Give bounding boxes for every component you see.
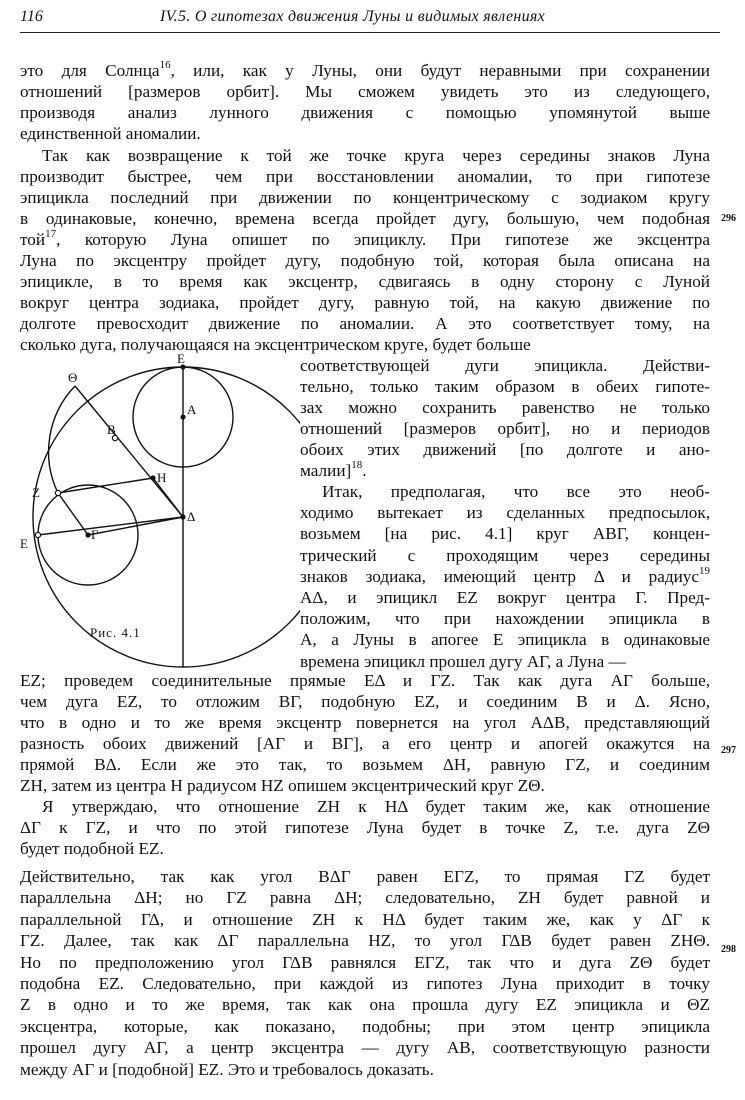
text-line: возьмем [на рис. 4.1] круг ΑΒΓ, концен- (300, 524, 710, 544)
text-line: прямой ΒΔ. Если же это так, то возьмем ΔΗ, равную ΓΖ, и соединим (20, 755, 710, 774)
text-line: Α, а Луны в апогее Ε эпицикла в одинаковые (300, 630, 710, 650)
text-line: обоих этих движений [по долготе и ано- (300, 440, 710, 459)
text-line: ходимо вытекает из сделанных предпосылок, (300, 503, 710, 523)
label-theta: Θ (68, 370, 78, 385)
text-line: малии]$^{18}$. (300, 459, 367, 480)
text-line: сколько дуга, получающаяся на эксцентрическом круге, будет больше (20, 335, 531, 354)
text-line: тельно, только таким образом в обеих гипоте- (300, 377, 710, 396)
text-line: Ζ в одно и то же время, так как она прошла дугу ΕΖ эпицикла и ΘΖ (20, 995, 710, 1015)
text-line: той$^{17}$, которую Луна опишет по эпициклу. При гипотезе же эксцентра (20, 228, 710, 249)
text-line: ΓΖ. Далее, так как ΔΓ параллельна ΗΖ, то угол ΓΔΒ будет равен ΖΗΘ. (20, 931, 710, 951)
text-line: эксцентра, которые, как показано, подобны; при этом центр эпицикла (20, 1016, 710, 1036)
margin-ref-298: 298 (721, 944, 736, 955)
label-e-top: Ε (177, 351, 185, 366)
label-gamma: Γ (91, 527, 99, 542)
text-line: разность обоих движений [ΑΓ и ΒΓ], а его центр и апогей окажутся на (20, 734, 710, 753)
text-line: знаков зодиака, имеющий центр Δ и радиус$^{19}$ (300, 565, 710, 586)
label-delta: Δ (187, 509, 196, 524)
text-line: в одинаковые, конечно, времена всегда пройдет дугу, большую, чем подобная (20, 209, 710, 228)
margin-ref-296: 296 (721, 213, 736, 224)
figure-caption: Рис. 4.1 (90, 625, 141, 640)
text-line: Действительно, так как угол ΒΔΓ равен ΕΓΖ, то прямая ΓΖ будет (20, 867, 710, 886)
page-number: 116 (20, 8, 43, 25)
text-line: отношений [размеров орбит], но и периодов (300, 419, 710, 438)
label-h: Η (157, 470, 167, 485)
line-delta-theta (75, 386, 183, 517)
line-e-delta-left (38, 517, 183, 535)
text-line: что в одно и то же время эксцентр повернется на угол ΑΔΒ, представляющий (20, 713, 710, 732)
text-line: параллельной ΓΔ, и отношение ΖΗ к ΗΔ будет таким же, как у ΔΓ к (20, 909, 710, 929)
line-gamma-z (58, 493, 88, 535)
text-line: вокруг центра зодиака, пройдет дугу, равную той, на какую движение по (20, 293, 710, 312)
text-line: параллельна ΔΗ; но ΓΖ равна ΔΗ; следовательно, ΖΗ будет равной и (20, 888, 710, 908)
text-line: прошел дугу ΑΓ, а центр эксцентра — дугу ΑΒ, соответствующую разности (20, 1038, 710, 1058)
text-line: трический с проходящим через середины (300, 545, 710, 565)
text-line: Так как возвращение к той же точке круга через середины знаков Луна (42, 146, 710, 165)
text-line: производя анализ лунного движения с помощью упомянутой выше (20, 103, 710, 122)
text-line: Но по предположению угол ΓΔΒ равнялся ΕΓΖ, так что и дуга ΖΘ будет (20, 952, 710, 972)
text-line: времена эпицикл прошел дугу ΑΓ, а Луна — (300, 651, 626, 671)
text-line: Луна по эксцентру пройдет дугу, подобную той, которая была описана на (20, 251, 710, 270)
text-line: единственной аномалии. (20, 124, 201, 143)
arc-z-theta (49, 386, 75, 493)
text-line: ΔΓ к ΓΖ, и что по этой гипотезе Луна будет в точке Ζ, т.е. дуга ΖΘ (20, 818, 710, 837)
text-line: долготе превосходит движение по аномалии. А это соответствует тому, на (20, 314, 710, 333)
text-line: подобна ΕΖ. Следовательно, при каждой из гипотез Луна приходит в точку (20, 974, 710, 993)
text-line: чем дуга ΕΖ, то отложим ΒΓ, подобную ΕΖ, и соединим Β и Δ. Ясно, (20, 692, 710, 711)
text-line: отношений [размеров орбит]. Мы сможем увидеть это из следующего, (20, 82, 710, 101)
figure-4-1 (0, 0, 300, 680)
line-z-h (58, 478, 153, 493)
text-line: между ΑΓ и [подобной] ΕΖ. Это и требовалось доказать. (20, 1059, 434, 1079)
text-line: зах можно сохранить равенство не только (300, 398, 710, 417)
label-a: Α (187, 402, 197, 417)
text-line: Итак, предполагая, что все это необ- (322, 482, 710, 501)
text-line: производит быстрее, чем при восстановлении аномалии, то при гипотезе (20, 167, 710, 186)
text-line: ΖΗ, затем из центра Η радиусом ΗΖ опишем эксцентрический круг ΖΘ. (20, 776, 545, 795)
text-line: будет подобной ΕΖ. (20, 839, 164, 858)
text-line: ΕΖ; проведем соединительные прямые ΕΔ и ΓΖ. Так как дуга ΑΓ больше, (20, 671, 710, 690)
text-line: эпицикла последний при движении по концентрическому с зодиаком кругу (20, 188, 710, 207)
label-e-left: Ε (20, 536, 28, 551)
running-title: IV.5. О гипотезах движения Луны и видимых явлениях (160, 8, 546, 25)
label-z: Ζ (32, 485, 40, 500)
text-line: Я утверждаю, что отношение ΖΗ к ΗΔ будет таким же, как отношение (42, 797, 710, 816)
concentric-circle-abg (33, 367, 300, 667)
text-line: соответствующей дуги эпицикла. Действи- (300, 356, 710, 375)
text-line: ΑΔ, и эпицикл ΕΖ вокруг центра Γ. Пред- (300, 588, 710, 607)
text-line: положим, что при нахождении эпицикла в (300, 609, 710, 629)
label-b: Β (107, 422, 116, 437)
margin-ref-297: 297 (721, 745, 736, 756)
text-line: эпицикле, в то время как эксцентр, сдвигаясь в одну сторону с Луной (20, 272, 710, 291)
text-line: это для Солнца$^{16}$, или, как у Луны, они будут неравными при сохранении (20, 59, 710, 80)
